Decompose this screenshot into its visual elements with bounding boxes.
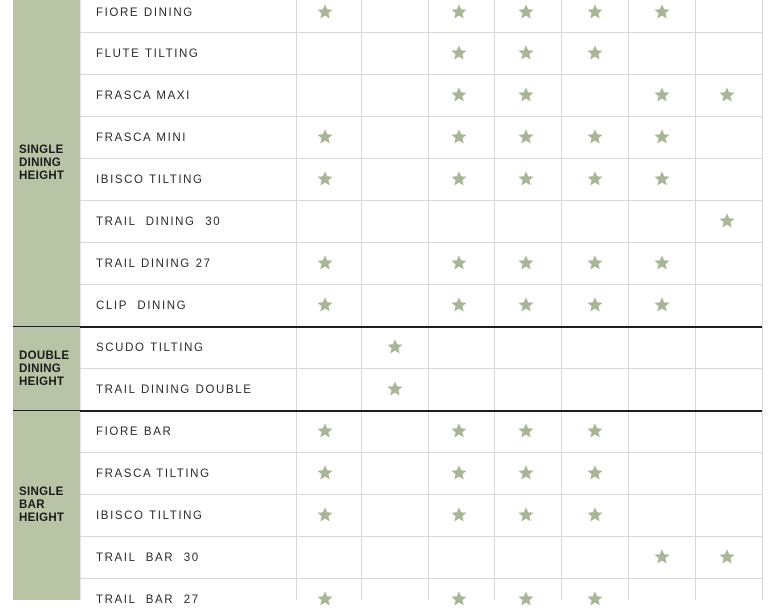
row-divider — [80, 32, 762, 33]
star-icon — [316, 464, 334, 482]
star-icon — [517, 44, 535, 62]
star-icon — [517, 86, 535, 104]
star-icon — [586, 590, 604, 608]
star-icon — [450, 44, 468, 62]
grid-column-line — [762, 0, 763, 600]
star-icon — [316, 254, 334, 272]
product-name: IBISCO TILTING — [96, 174, 204, 186]
star-icon — [586, 254, 604, 272]
star-icon — [653, 254, 671, 272]
star-icon — [316, 422, 334, 440]
category-label: DOUBLE DINING HEIGHT — [19, 349, 70, 388]
star-icon — [450, 464, 468, 482]
grid-column-line — [561, 0, 562, 600]
star-icon — [316, 296, 334, 314]
star-icon — [450, 170, 468, 188]
star-icon — [586, 296, 604, 314]
row-divider — [80, 74, 762, 75]
product-name: FRASCA MINI — [96, 132, 188, 144]
grid-column-line — [628, 0, 629, 600]
row-divider — [80, 200, 762, 201]
star-icon — [386, 338, 404, 356]
product-name: FRASCA TILTING — [96, 468, 211, 480]
product-name: IBISCO TILTING — [96, 510, 204, 522]
star-icon — [450, 296, 468, 314]
star-icon — [653, 128, 671, 146]
star-icon — [517, 464, 535, 482]
grid-column-line — [80, 0, 81, 600]
product-name: FLUTE TILTING — [96, 48, 200, 60]
star-icon — [517, 506, 535, 524]
category-cell — [13, 327, 80, 411]
category-label: SINGLE BAR HEIGHT — [19, 486, 65, 524]
star-icon — [316, 3, 334, 21]
star-icon — [653, 170, 671, 188]
star-icon — [586, 128, 604, 146]
row-divider — [80, 242, 762, 243]
star-icon — [386, 380, 404, 398]
row-divider — [80, 116, 762, 117]
star-icon — [517, 170, 535, 188]
star-icon — [450, 86, 468, 104]
star-icon — [718, 212, 736, 230]
product-name: FIORE DINING — [96, 6, 194, 19]
star-icon — [586, 3, 604, 21]
row-divider — [80, 158, 762, 159]
category-cell — [13, 0, 80, 327]
star-icon — [316, 590, 334, 608]
product-name: TRAIL DINING 30 — [96, 216, 222, 228]
product-name: CLIP DINING — [96, 300, 188, 312]
star-icon — [586, 170, 604, 188]
row-divider — [80, 536, 762, 537]
star-icon — [517, 422, 535, 440]
star-icon — [718, 86, 736, 104]
star-icon — [316, 128, 334, 146]
category-label: SINGLE DINING HEIGHT — [19, 144, 65, 182]
product-name: TRAIL BAR 27 — [96, 594, 200, 606]
product-name: SCUDO TILTING — [96, 342, 205, 354]
row-divider — [80, 578, 762, 579]
star-icon — [450, 422, 468, 440]
star-icon — [517, 590, 535, 608]
grid-column-line — [494, 0, 495, 600]
star-icon — [450, 506, 468, 524]
star-icon — [586, 44, 604, 62]
star-icon — [586, 506, 604, 524]
row-divider — [80, 452, 762, 453]
product-name: TRAIL BAR 30 — [96, 552, 200, 564]
star-icon — [718, 548, 736, 566]
grid-column-line — [695, 0, 696, 600]
product-name: FRASCA MAXI — [96, 90, 191, 102]
star-icon — [316, 506, 334, 524]
product-name: TRAIL DINING DOUBLE — [96, 384, 253, 396]
star-icon — [450, 254, 468, 272]
category-cell — [13, 411, 80, 600]
star-icon — [450, 590, 468, 608]
star-icon — [653, 296, 671, 314]
star-icon — [653, 548, 671, 566]
row-divider — [80, 368, 762, 369]
grid-column-line — [296, 0, 297, 600]
star-icon — [653, 3, 671, 21]
star-icon — [517, 296, 535, 314]
row-divider — [80, 284, 762, 285]
star-icon — [517, 128, 535, 146]
star-icon — [316, 170, 334, 188]
star-icon — [450, 128, 468, 146]
row-divider — [80, 494, 762, 495]
product-name: TRAIL DINING 27 — [96, 258, 212, 270]
grid-column-line — [428, 0, 429, 600]
star-icon — [586, 464, 604, 482]
star-icon — [517, 3, 535, 21]
product-name: FIORE BAR — [96, 426, 173, 438]
star-icon — [450, 3, 468, 21]
group-separator — [13, 326, 762, 328]
group-separator — [13, 410, 762, 412]
grid-column-line — [361, 0, 362, 600]
star-icon — [653, 86, 671, 104]
star-icon — [517, 254, 535, 272]
star-icon — [586, 422, 604, 440]
